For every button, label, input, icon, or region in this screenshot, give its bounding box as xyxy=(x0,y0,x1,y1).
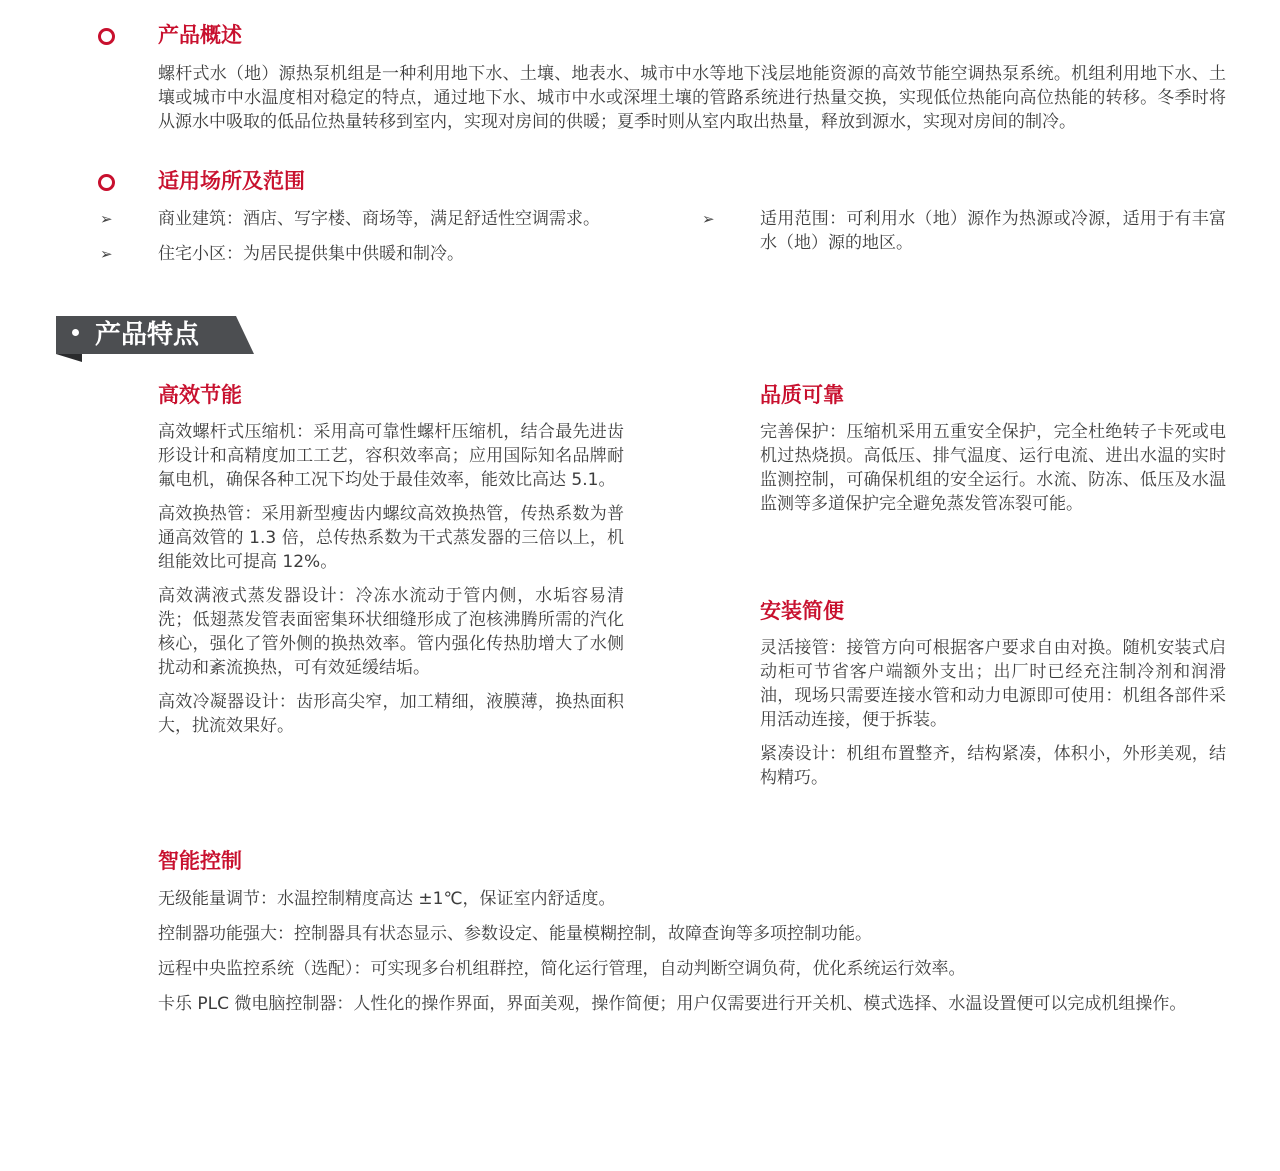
applications-title: 适用场所及范围 xyxy=(158,169,305,193)
control-item: 无级能量调节：水温控制精度高达 ±1℃，保证室内舒适度。 xyxy=(158,889,616,909)
install-paragraph: 灵活接管：接管方向可根据客户要求自由对换。随机安装式启动柜可节省客户端额外支出；出厂时已经充注制冷剂和润滑油，现场只需要连接水管和动力电源即可使用：机组各部件采用活动连接，便于拆装。 xyxy=(760,638,1226,730)
arrow-bullet-icon: ➢ xyxy=(100,245,113,263)
control-item: 卡乐 PLC 微电脑控制器：人性化的操作界面，界面美观，操作简便；用户仅需要进行开关机、模式选择、水温设置便可以完成机组操作。 xyxy=(158,994,1187,1014)
features-banner-title xyxy=(72,316,199,354)
section-bullet-icon xyxy=(98,174,115,191)
efficiency-title: 高效节能 xyxy=(158,383,242,407)
install-title: 安装简便 xyxy=(760,599,844,623)
control-item: 控制器功能强大：控制器具有状态显示、参数设定、能量模糊控制，故障查询等多项控制功能。 xyxy=(158,924,872,944)
application-item: 适用范围：可利用水（地）源作为热源或冷源，适用于有丰富水（地）源的地区。 xyxy=(760,209,1226,253)
efficiency-text xyxy=(158,420,624,748)
efficiency-paragraph: 高效换热管：采用新型瘦齿内螺纹高效换热管，传热系数为普通高效管的 1.3 倍，总传热系数为干式蒸发器的三倍以上，机组能效比可提高 12%。 xyxy=(158,504,624,572)
quality-text xyxy=(760,420,1226,526)
application-item: 商业建筑：酒店、写字楼、商场等，满足舒适性空调需求。 xyxy=(158,209,600,229)
overview-text xyxy=(158,62,1226,134)
efficiency-paragraph: 高效冷凝器设计：齿形高尖窄，加工精细，液膜薄，换热面积大，扰流效果好。 xyxy=(158,692,624,736)
dot-icon xyxy=(72,329,79,336)
efficiency-paragraph: 高效满液式蒸发器设计：冷冻水流动于管内侧，水垢容易清洗；低翅蒸发管表面密集环状细缝形成了泡核沸腾所需的汽化核心，强化了管外侧的换热效率。管内强化传热肋增大了水侧扰动和紊流换热，可有效延缓结垢。 xyxy=(158,586,624,678)
quality-paragraph: 完善保护：压缩机采用五重安全保护，完全杜绝转子卡死或电机过热烧损。高低压、排气温度、运行电流、进出水温的实时监测控制，可确保机组的安全运行。水流、防冻、低压及水温监测等多道保护完全避免蒸发管冻裂可能。 xyxy=(760,422,1226,514)
arrow-bullet-icon: ➢ xyxy=(702,210,715,228)
install-paragraph: 紧凑设计：机组布置整齐，结构紧凑，体积小，外形美观，结构精巧。 xyxy=(760,744,1226,788)
features-banner-label: 产品特点 xyxy=(95,320,200,350)
overview-paragraph: 螺杆式水（地）源热泵机组是一种利用地下水、土壤、地表水、城市中水等地下浅层地能资源的高效节能空调热泵系统。机组利用地下水、土壤或城市中水温度相对稳定的特点，通过地下水、城市中水或深埋土壤的管路系统进行热量交换，实现低位热能向高位热能的转移。冬季时将从源水中吸取的低品位热量转移到室内，实现对房间的供暖；夏季时则从室内取出热量，释放到源水，实现对房间的制冷。 xyxy=(158,64,1226,132)
arrow-bullet-icon: ➢ xyxy=(100,210,113,228)
application-item: 住宅小区：为居民提供集中供暖和制冷。 xyxy=(158,244,464,264)
section-bullet-icon xyxy=(98,28,115,45)
install-text xyxy=(760,636,1226,800)
efficiency-paragraph: 高效螺杆式压缩机：采用高可靠性螺杆压缩机，结合最先进齿形设计和高精度加工工艺，容积效率高；应用国际知名品牌耐氟电机，确保各种工况下均处于最佳效率，能效比高达 5.1。 xyxy=(158,422,624,490)
quality-title: 品质可靠 xyxy=(760,383,844,407)
control-title: 智能控制 xyxy=(158,849,242,873)
control-item: 远程中央监控系统（选配）：可实现多台机组群控，简化运行管理，自动判断空调负荷，优化系统运行效率。 xyxy=(158,959,966,979)
overview-title: 产品概述 xyxy=(158,23,242,47)
banner-fold xyxy=(56,354,82,362)
